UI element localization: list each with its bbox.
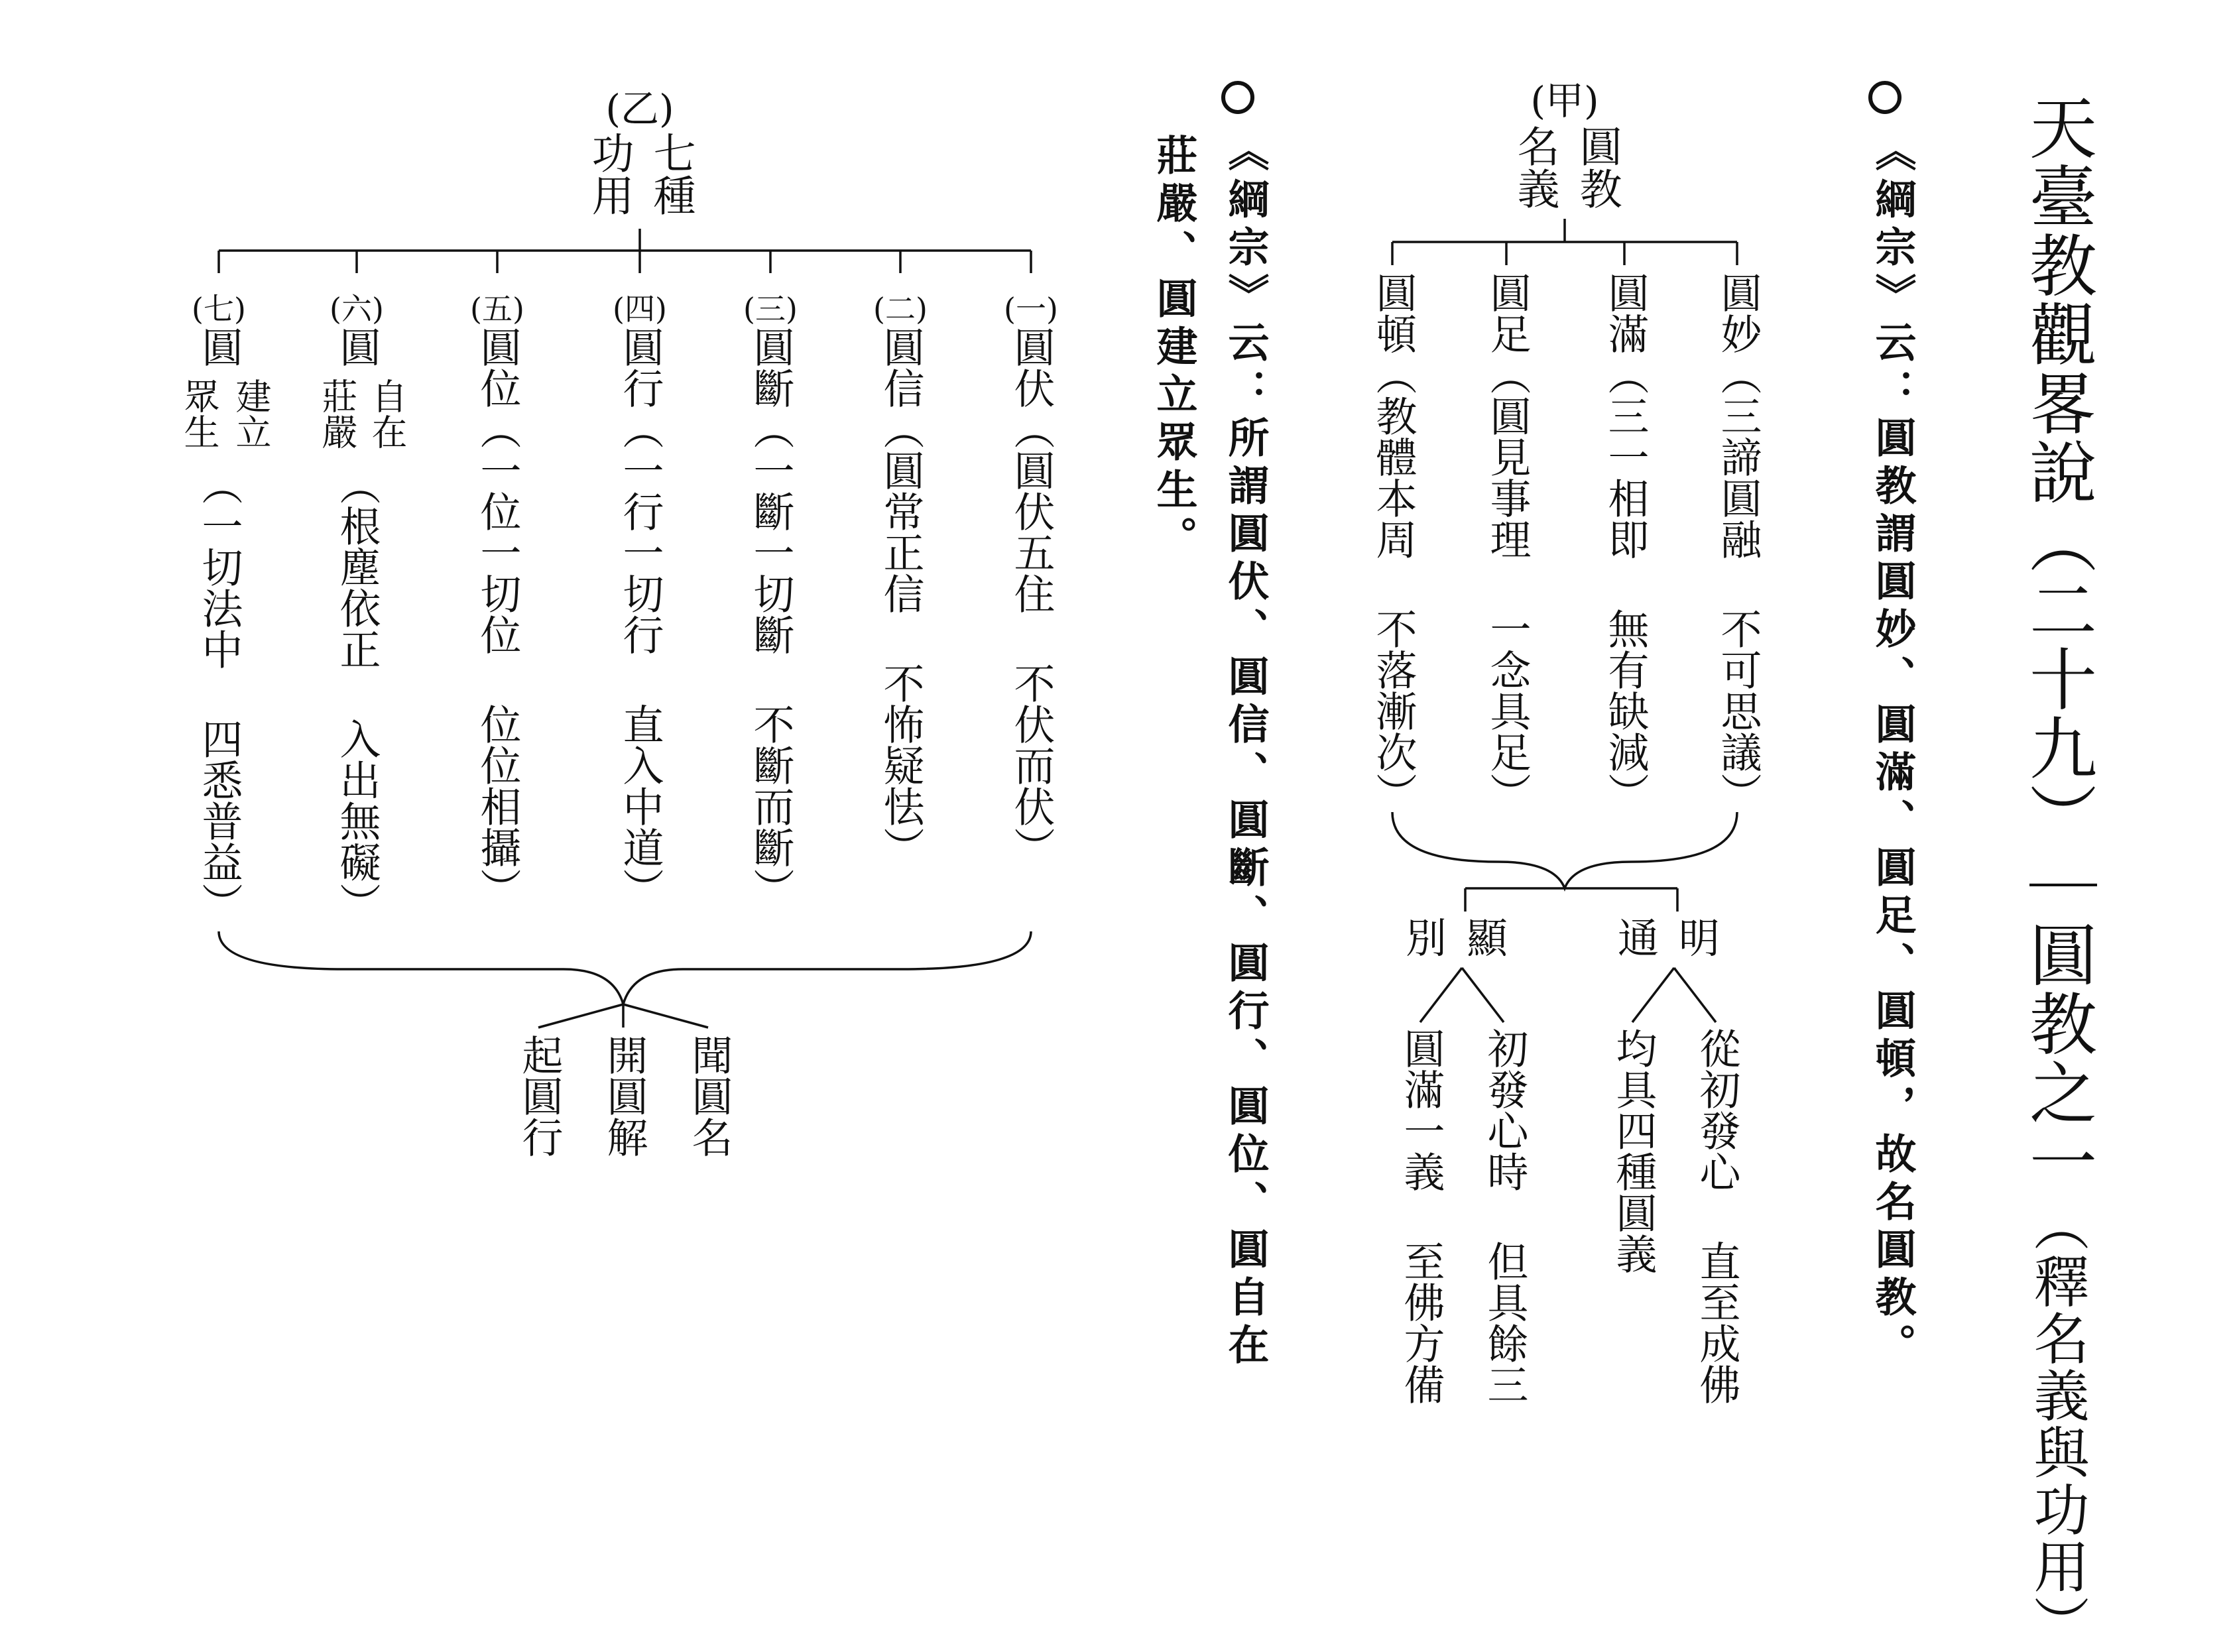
yi-item-3: 圓斷（一斷一切斷 不斷而斷） bbox=[747, 326, 795, 909]
tong-label: 通明 bbox=[1618, 914, 1740, 963]
bie-label: 別顯 bbox=[1406, 914, 1528, 963]
tong-line-2: 均具四種圓義 bbox=[1609, 1028, 1658, 1274]
yi-item-7-name: 圓 bbox=[195, 326, 243, 367]
yi-item-6-num: (六) bbox=[330, 291, 384, 327]
yi-item-5: 圓位（一位一切位 位位相攝） bbox=[473, 326, 522, 909]
yi-item-6-name: 圓 bbox=[333, 326, 381, 367]
yi-head-col1: 七種 bbox=[646, 131, 695, 216]
yi-result-3: 起圓行 bbox=[515, 1034, 564, 1157]
yi-item-7-num: (七) bbox=[192, 291, 246, 327]
yi-result-2: 開圓解 bbox=[600, 1034, 648, 1157]
yi-head-col2: 功用 bbox=[584, 131, 634, 216]
yi-item-7-desc: （一切法中 四悉普益） bbox=[195, 464, 243, 923]
jia-item-2: 圓滿（三一相即 無有缺減） bbox=[1601, 272, 1650, 813]
title-main: 天臺教觀畧說（二十九）｜圓教之一 bbox=[2018, 93, 2097, 1196]
yi-item-2: 圓信（圓常正信 不怖疑怯） bbox=[876, 326, 925, 868]
jia-label: (甲) bbox=[1530, 78, 1599, 123]
yi-item-4-num: (四) bbox=[613, 291, 667, 327]
quote2-line2: 莊嚴、圓建立眾生。 bbox=[1150, 134, 1198, 563]
yi-item-1: 圓伏（圓伏五住 不伏而伏） bbox=[1007, 326, 1056, 868]
yi-item-6-name-a: 自在 bbox=[366, 378, 408, 449]
jia-head-col1: 圓教 bbox=[1572, 125, 1622, 209]
yi-item-7-name-a: 建立 bbox=[230, 378, 272, 449]
quote2-line1: 《綱宗》云：所謂圓伏、圓信、圓斷、圓行、圓位、圓自在 bbox=[1221, 130, 1270, 1371]
title-sub: （釋名義與功用） bbox=[2025, 1196, 2090, 1652]
jia-head-col2: 名義 bbox=[1510, 125, 1559, 209]
yi-result-1: 聞圓名 bbox=[685, 1034, 733, 1157]
jia-item-3: 圓足（圓見事理 一念具足） bbox=[1483, 272, 1532, 813]
yi-item-5-num: (五) bbox=[470, 291, 524, 327]
bie-line-2: 圓滿一義 至佛方備 bbox=[1397, 1028, 1445, 1405]
jia-item-1: 圓妙（三諦圓融 不可思議） bbox=[1714, 272, 1762, 813]
yi-label: (乙) bbox=[605, 86, 674, 131]
yi-item-2-num: (二) bbox=[873, 291, 928, 327]
yi-item-1-num: (一) bbox=[1004, 291, 1058, 327]
jia-item-4: 圓頓（教體本周 不落漸次） bbox=[1369, 272, 1418, 813]
quote1-text: 《綱宗》云：圓教謂圓妙、圓滿、圓足、圓頓，故名圓教。 bbox=[1868, 130, 1917, 1371]
yi-item-6-name-b: 莊嚴 bbox=[316, 378, 358, 449]
tong-line-1: 從初發心 直至成佛 bbox=[1693, 1028, 1741, 1405]
yi-item-3-num: (三) bbox=[743, 291, 798, 327]
bie-line-1: 初發心時 但具餘三 bbox=[1480, 1028, 1529, 1405]
yi-item-6-desc: （根塵依正 入出無礙） bbox=[333, 464, 381, 923]
yi-item-4: 圓行（一行一切行 直入中道） bbox=[616, 326, 664, 909]
yi-item-7-name-b: 眾生 bbox=[178, 378, 220, 449]
